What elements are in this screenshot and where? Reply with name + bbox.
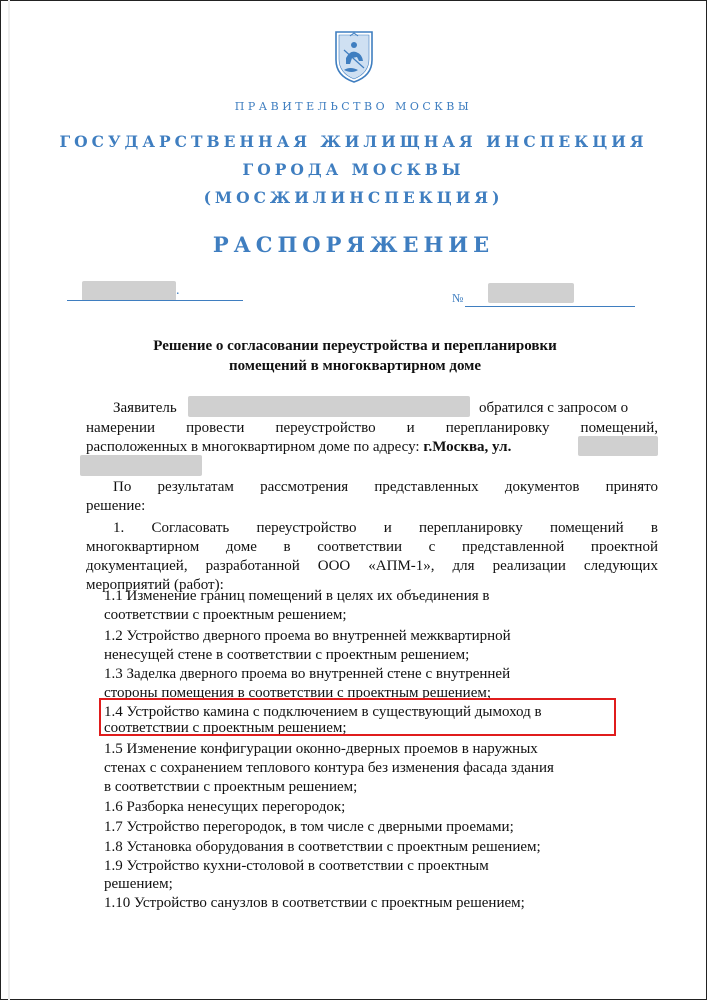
subitem-1-2-line2: ненесущей стене в соответствии с проектным решением; [104, 647, 470, 663]
subitem-1-5-line2: стенах с сохранением теплового контура без изменения фасада здания [104, 760, 554, 776]
item1-word: документацией, [86, 558, 188, 574]
item1-word: для [452, 558, 475, 574]
item1-word: Согласовать [151, 520, 230, 536]
subitem-1-9-line1: 1.9 Устройство кухни-столовой в соответствии с проектным [104, 858, 489, 874]
intro-word: перепланировку [445, 420, 550, 436]
intro-word: переустройство [275, 420, 376, 436]
redacted-applicant [188, 396, 470, 417]
subitem-1-7: 1.7 Устройство перегородок, в том числе с дверными проемами; [104, 819, 514, 835]
item1-word: перепланировку [419, 520, 523, 536]
item1-word: помещений [549, 520, 624, 536]
number-label: № [452, 291, 464, 305]
intro-line2 [86, 418, 658, 438]
intro-word: помещений, [580, 420, 658, 436]
subitem-1-4-line2: соответствии с проектным решением; [104, 720, 347, 736]
date-dot: . [176, 283, 180, 298]
item1-word: следующих [583, 558, 658, 574]
decision-line2: решение: [86, 498, 146, 514]
item1-word: проектной [590, 539, 658, 555]
date-underline [67, 300, 243, 301]
redacted-street [578, 436, 658, 456]
decision-word: представленных [374, 479, 479, 495]
redacted-address [80, 455, 202, 476]
item1-line1 [113, 518, 658, 538]
subitem-1-8: 1.8 Установка оборудования в соответствии с проектным решением; [104, 839, 541, 855]
subitem-1-5-line1: 1.5 Изменение конфигурации оконно-дверных проемов в наружных [104, 741, 538, 757]
document-title [90, 336, 620, 376]
item1-word: и [383, 520, 392, 536]
item1-word: представленной [461, 539, 565, 555]
intro-line3 [86, 437, 511, 457]
item1-word: реализации [492, 558, 566, 574]
applicant-label: Заявитель [113, 400, 177, 416]
address-city: г.Москва, ул. [423, 439, 512, 455]
intro-word: и [406, 420, 415, 436]
decision-word: документов [504, 479, 580, 495]
subitem-1-1-line1: 1.1 Изменение границ помещений в целях их объединения в [104, 588, 490, 604]
title-line2: помещений в многоквартирном доме [228, 358, 482, 374]
title-line1: Решение о согласовании переустройства и перепланировки [153, 338, 557, 354]
inspection-name-line3: (МОСЖИЛИНСПЕКЦИЯ) [203, 188, 504, 207]
inspection-name-line1: ГОСУДАРСТВЕННАЯ ЖИЛИЩНАЯ ИНСПЕКЦИЯ [59, 132, 648, 151]
item1-word: многоквартирном [86, 539, 200, 555]
item1-word: 1. [113, 520, 125, 536]
government-name: ПРАВИТЕЛЬСТВО МОСКВЫ [234, 100, 473, 113]
item1-line2 [86, 537, 658, 557]
subitem-1-10: 1.10 Устройство санузлов в соответствии с проектным решением; [104, 895, 525, 911]
number-underline [465, 306, 635, 307]
subitem-1-2-line1: 1.2 Устройство дверного проема во внутренней межквартирной [104, 628, 511, 644]
applicant-request: обратился с запросом о [479, 400, 629, 416]
subitem-1-9-line2: решением; [104, 876, 173, 892]
item1-word: «АПМ-1», [368, 558, 435, 574]
redacted-number [488, 283, 574, 303]
redacted-date [82, 281, 176, 301]
subitem-1-1-line2: соответствии с проектным решением; [104, 607, 347, 623]
item1-word: доме [225, 539, 257, 555]
document-type: РАСПОРЯЖЕНИЕ [212, 232, 495, 257]
item1-word: разработанной [205, 558, 300, 574]
subitem-1-3-line2: стороны помещения в соответствии с проектным решением; [104, 685, 492, 701]
decision-word: результатам [157, 479, 234, 495]
subitem-1-6: 1.6 Разборка ненесущих перегородок; [104, 799, 346, 815]
subitem-1-4-line1: 1.4 Устройство камина с подключением в существующий дымоход в [104, 704, 542, 720]
item1-line4: мероприятий (работ): [86, 577, 224, 593]
decision-line1 [113, 477, 658, 497]
moscow-coat-of-arms-icon [332, 28, 376, 84]
decision-word: принято [605, 479, 658, 495]
address-lead: расположенных в многоквартирном доме по адресу: [86, 439, 420, 455]
subitem-1-5-line3: в соответствии с проектным решением; [104, 779, 358, 795]
intro-word: провести [186, 420, 245, 436]
intro-word: намерении [86, 420, 156, 436]
item1-word: в [283, 539, 291, 555]
decision-word: По [113, 479, 132, 495]
subitem-1-3-line1: 1.3 Заделка дверного проема во внутренней стене с внутренней [104, 666, 511, 682]
inspection-name-line2: ГОРОДА МОСКВЫ [242, 160, 465, 179]
item1-word: соответствии [317, 539, 403, 555]
item1-line3 [86, 556, 658, 576]
item1-word: переустройство [256, 520, 357, 536]
item1-word: с [428, 539, 436, 555]
item1-word: ООО [317, 558, 351, 574]
item1-word: в [650, 520, 658, 536]
highlight-box [99, 698, 616, 736]
decision-word: рассмотрения [260, 479, 349, 495]
